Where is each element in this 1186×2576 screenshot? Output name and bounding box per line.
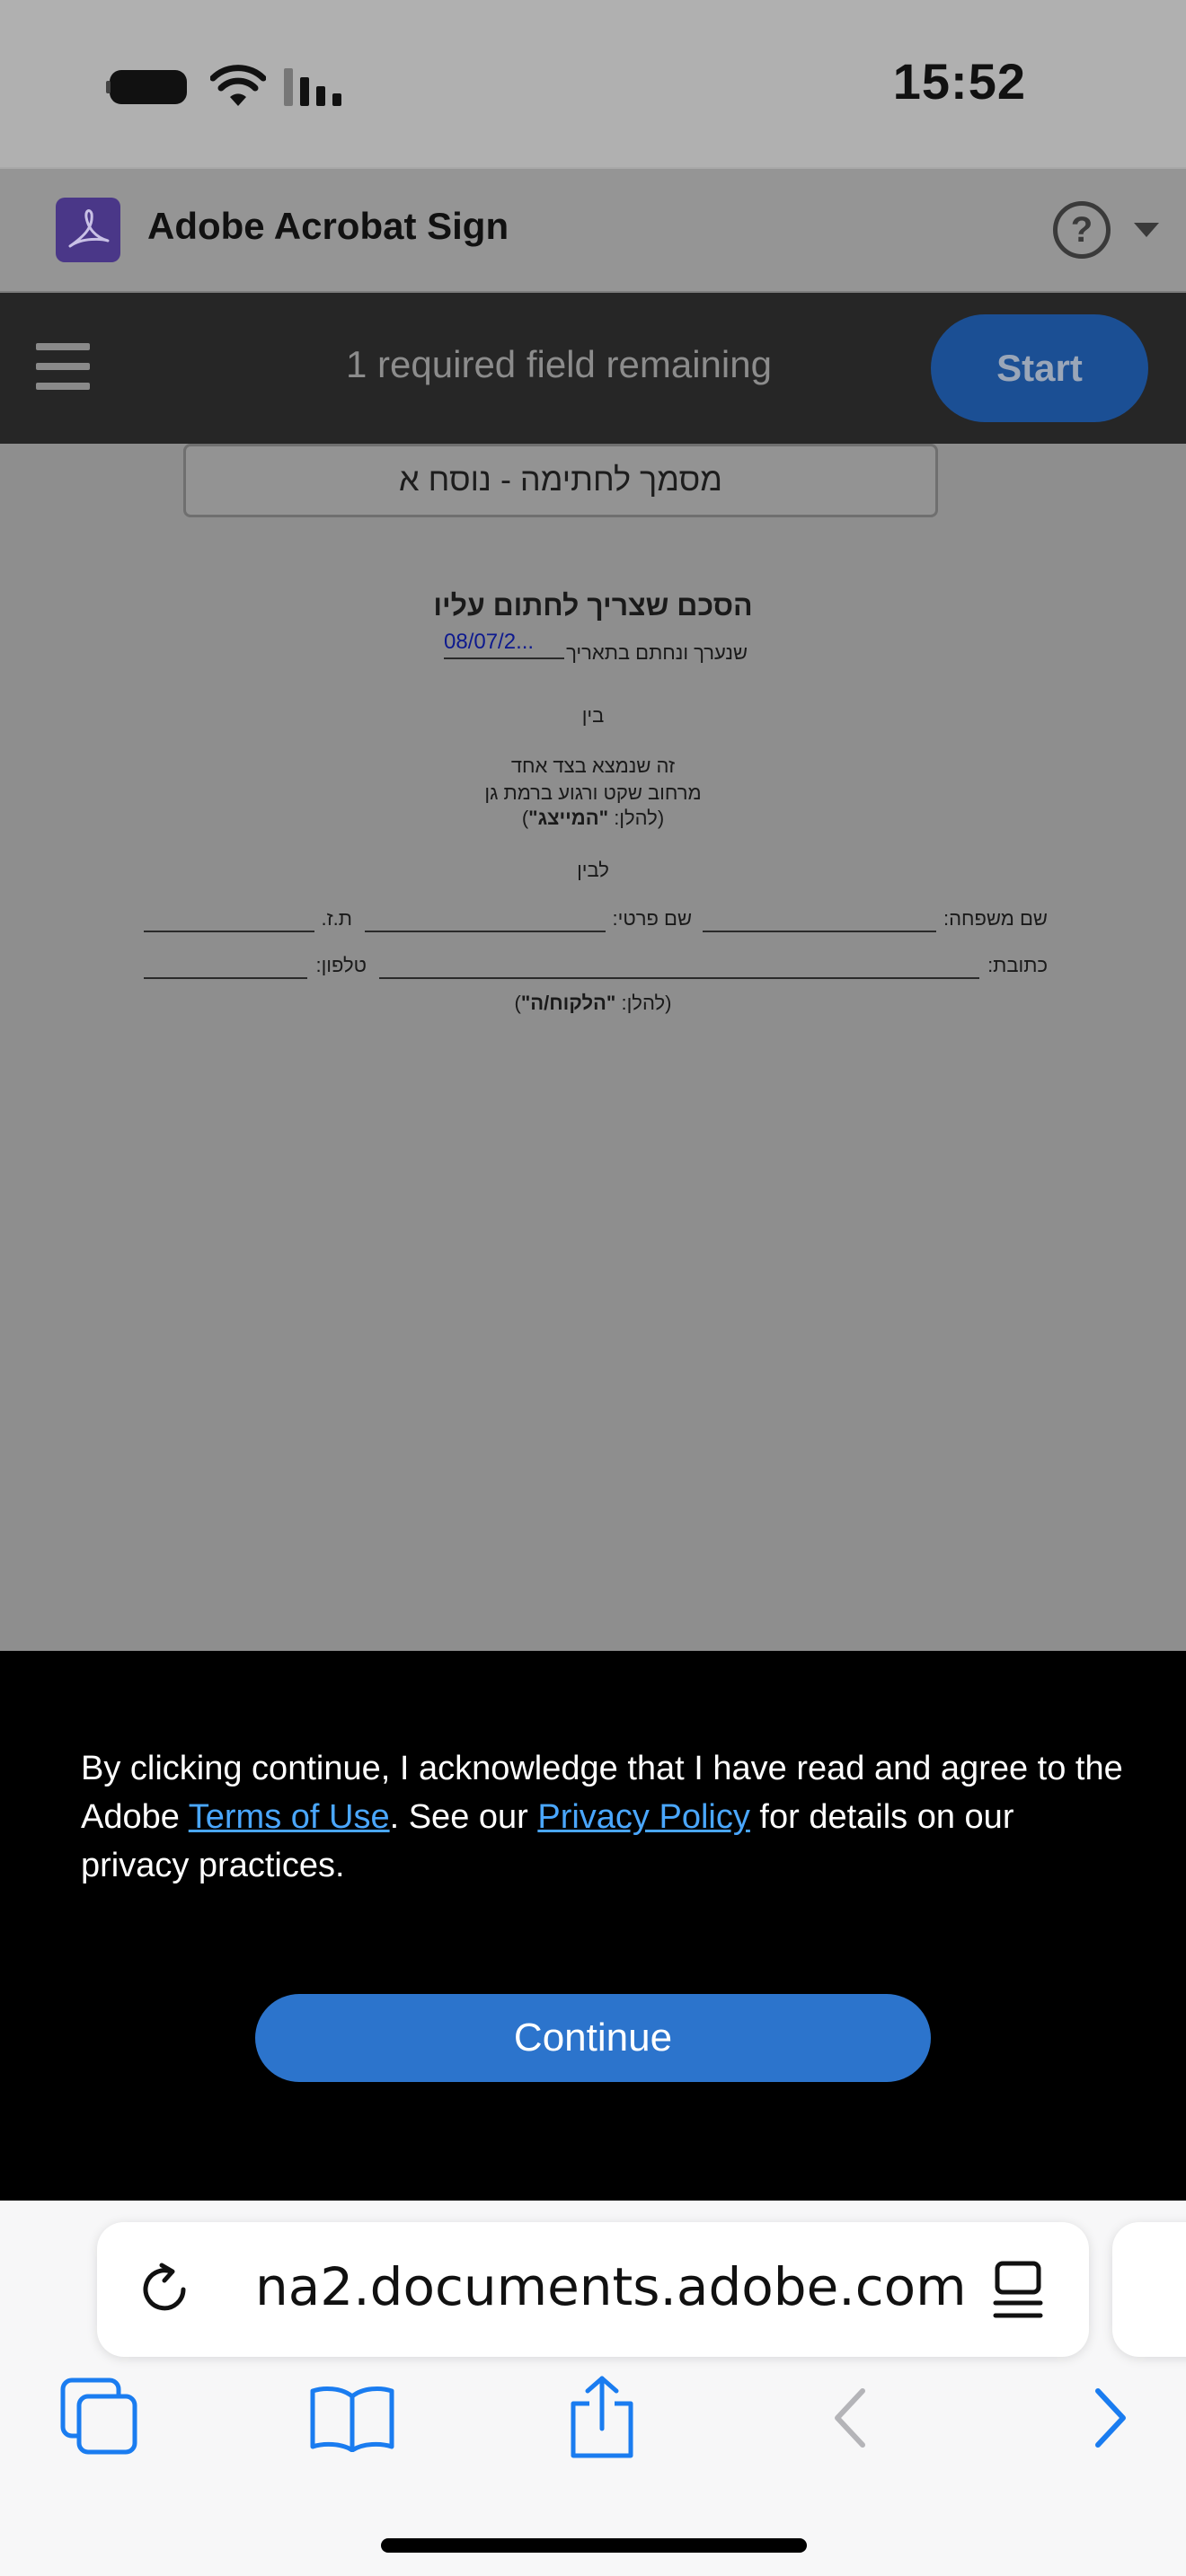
bookmarks-icon[interactable] [309, 2384, 395, 2452]
status-bar [0, 0, 1186, 167]
tabs-icon[interactable] [59, 2377, 140, 2457]
next-tab-preview[interactable] [1112, 2222, 1186, 2357]
document-viewer [0, 444, 1186, 1651]
party-a-label: "המייצג" [528, 807, 609, 829]
phone-line[interactable] [144, 977, 307, 979]
consent-text [81, 1744, 1123, 1890]
required-fields-status: 1 required field remaining [346, 343, 772, 385]
continue-button[interactable]: Continue [255, 1994, 931, 2082]
party-a-label-prefix: (להלן: [608, 807, 665, 829]
surname-line[interactable] [703, 931, 936, 932]
start-button[interactable]: Start [931, 314, 1148, 422]
consent-text-middle: . See our [389, 1798, 538, 1836]
consent-banner [0, 1651, 1186, 2201]
browser-bottom-bar [0, 2201, 1186, 2576]
surname-label: שם משפחה: [943, 907, 1048, 930]
party-b-label-suffix: ) [514, 992, 521, 1014]
chevron-down-icon[interactable] [1134, 223, 1159, 237]
privacy-policy-link[interactable]: Privacy Policy [537, 1798, 750, 1836]
date-line-text: שנערך ונחתם בתאריך [566, 641, 748, 664]
address-line[interactable] [379, 977, 979, 979]
home-indicator [381, 2538, 807, 2553]
consent-text-after: for details on our privacy practices. [81, 1798, 1014, 1884]
party-a-label-suffix: ) [521, 807, 529, 829]
terms-of-use-link[interactable]: Terms of Use [188, 1798, 390, 1836]
address-bar[interactable] [97, 2222, 1089, 2357]
consent-text-before: By clicking continue, I acknowledge that I have read and agree to the Adobe [81, 1750, 1123, 1836]
signing-toolbar [0, 293, 1186, 444]
reload-icon[interactable] [135, 2260, 194, 2319]
id-label: ת.ז. [321, 907, 352, 930]
party-b-label-prefix: (להלן: [615, 992, 672, 1014]
forward-icon[interactable] [1091, 2386, 1130, 2450]
and-text: לבין [577, 859, 609, 881]
back-icon[interactable] [830, 2386, 870, 2450]
document-heading: הסכם שצריך לחתום עליו [433, 589, 753, 622]
party-b-label: "הלקוח/ה" [520, 992, 616, 1014]
party-a-line-2: מרחוב שקט ורגוע ברמת גן [484, 781, 702, 804]
wifi-icon [210, 65, 266, 108]
app-title: Adobe Acrobat Sign [147, 205, 509, 247]
document-name-field: מסמך לחתימה - נוסח א [183, 444, 938, 517]
help-icon[interactable]: ? [1053, 201, 1111, 259]
clock: 15:52 [892, 53, 1026, 110]
acrobat-logo-icon [56, 198, 120, 262]
url-text[interactable]: na2.documents.adobe.com [255, 2256, 967, 2317]
cellular-signal-icon [284, 68, 349, 106]
address-label: כתובת: [987, 954, 1048, 976]
app-header [0, 167, 1186, 293]
between-text: בין [581, 704, 605, 727]
party-a-designation [413, 807, 773, 830]
date-field[interactable]: 08/07/2... [444, 629, 564, 659]
phone-label: טלפון: [315, 954, 367, 976]
reader-mode-icon[interactable] [990, 2260, 1046, 2321]
party-b-designation [413, 992, 773, 1015]
share-icon[interactable] [568, 2375, 636, 2461]
first-name-line[interactable] [365, 931, 606, 932]
first-name-label: שם פרטי: [612, 907, 692, 930]
party-a-line-1: זה שנמצא בצד אחד [510, 754, 676, 777]
battery-icon [106, 66, 196, 108]
id-line[interactable] [144, 931, 314, 932]
